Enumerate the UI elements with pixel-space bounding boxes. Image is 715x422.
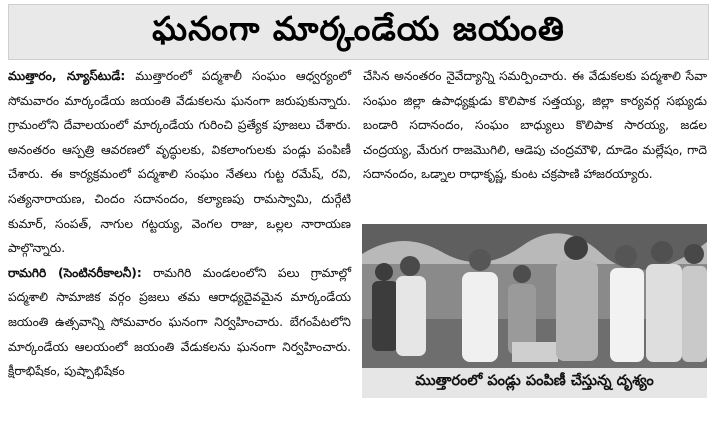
dateline-muttaram: ముత్తారం, న్యూస్‌టుడే: <box>8 69 126 83</box>
photo-caption: ముత్తారంలో పండ్లు పంపిణీ చేస్తున్న దృశ్యం <box>362 368 707 398</box>
article-muttaram-body: ముత్తారంలో పద్మశాలీ సంఘం ఆధ్వర్యంలో సోమవారం మార్కండేయ జయంతి వేడుకలను ఘనంగా జరుపుకున్నారు. గ్రామంలోని దేవాలయంలో మార్కండేయ గురించి ప్రత్యేక పూజలు చేశారు. అనంతరం ఆస్పత్రి ఆవరణలో వృద్ధులకు, వికలాంగులకు పండ్లు పంపిణీ చేశారు. ఈ కార్యక్రమంలో పద్మశాలి సంఘం నేతలు గుట్ట రమేష్, రవి, సత్యనారాయణ, చిందం సదానందం, కల్యాణపు రామస్వామి, దుర్గేటి కుమార్, సంపత్, నాగుల గట్టయ్య, వెంగల రాజు, ఒల్లల నారాయణ పాల్గొన్నారు. <box>8 69 351 256</box>
dateline-ramagiri: రామగిరి (సెంటినరీకాలనీ): <box>8 265 142 280</box>
article-ramagiri-continued: చేసిన అనంతరం నైవేద్యాన్ని సమర్పించారు. ఈ వేడుకలకు పద్మశాలి సేవా సంఘం జిల్లా ఉపాధ్యక్షుడు కొలిపాక సత్తయ్య, జిల్లా కార్యవర్గ సభ్యుడు బండారి సదానందం, సంఘం బాధ్యులు కొలిపాక సారయ్య, జడల చంద్రయ్య, మేరుగ రాజమొగిలి, ఆడెపు చంద్రమౌళి, దూడెం మల్లేషం, గాదె సదానందం, ఒడ్నాల రాధాకృష్ణ, కుంట చక్రపాణి హాజరయ్యారు. <box>363 69 707 182</box>
headline: ఘనంగా మార్కండేయ జయంతి <box>152 8 565 48</box>
article-ramagiri <box>8 261 351 384</box>
article-muttaram <box>8 64 351 261</box>
news-photo-illustration <box>362 224 707 368</box>
left-column <box>8 64 351 384</box>
headline-banner <box>8 4 709 60</box>
news-photo <box>362 224 707 368</box>
right-column <box>363 64 707 187</box>
article-ramagiri-body: రామగిరి మండలంలోని పలు గ్రామాల్లో పద్మశాలి సామాజిక వర్గం ప్రజలు తమ ఆరాధ్యదైవమైన మార్కండేయ జయంతి ఉత్సవాన్ని సోమవారం ఘనంగా నిర్వహించారు. బేగంపేటలోని మార్కండేయ ఆలయంలో జయంతి వేడుకలను ఘనంగా నిర్వహించారు. క్షీరాభిషేకం, పుష్పాభిషేకం <box>8 265 351 379</box>
